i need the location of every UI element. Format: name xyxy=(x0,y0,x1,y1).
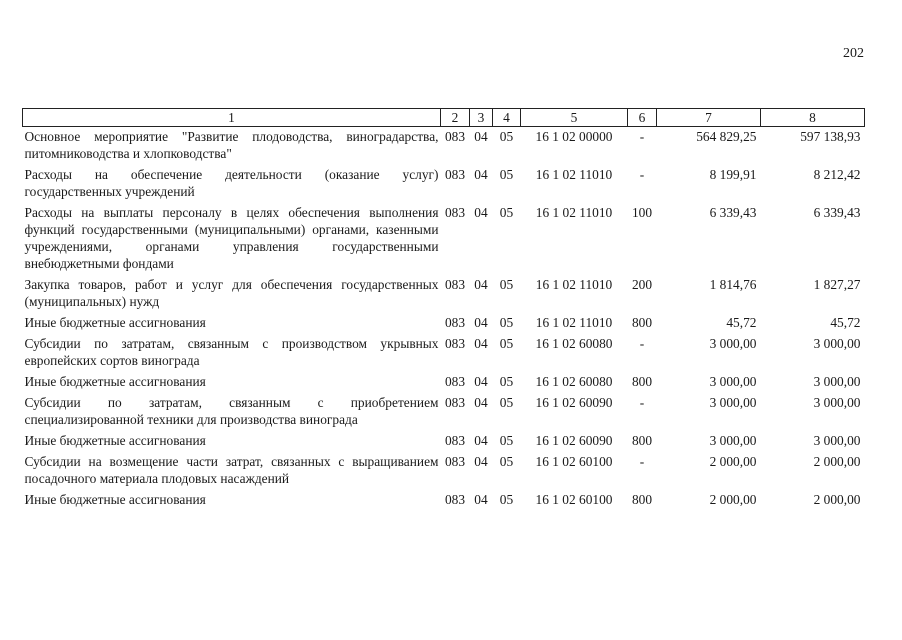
subsection-code: 05 xyxy=(499,374,514,389)
target-article-code: 16 1 02 60100 xyxy=(535,454,613,469)
amount-col-8: 8 212,42 xyxy=(813,167,861,182)
table-row xyxy=(23,453,865,491)
amount-col-8: 3 000,00 xyxy=(813,336,861,351)
section-code: 04 xyxy=(474,454,488,469)
item-name: Иные бюджетные ассигнования xyxy=(24,315,206,330)
section-code: 04 xyxy=(474,374,488,389)
amount-col-7: 564 829,25 xyxy=(696,129,757,144)
ministry-code: 083 xyxy=(444,374,466,389)
column-header: 7 xyxy=(657,109,761,127)
ministry-code: 083 xyxy=(444,395,466,410)
expense-type-code: - xyxy=(639,336,645,351)
column-header: 1 xyxy=(23,109,441,127)
amount-col-7: 3 000,00 xyxy=(709,336,757,351)
amount-col-8: 2 000,00 xyxy=(813,454,861,469)
subsection-code: 05 xyxy=(499,129,514,144)
expense-type-code: - xyxy=(639,395,645,410)
amount-col-8: 6 339,43 xyxy=(813,205,861,220)
target-article-code: 16 1 02 11010 xyxy=(535,205,613,220)
amount-col-8: 45,72 xyxy=(830,315,861,330)
target-article-code: 16 1 02 60100 xyxy=(535,492,613,507)
target-article-code: 16 1 02 11010 xyxy=(535,167,613,182)
ministry-code: 083 xyxy=(444,167,466,182)
section-code: 04 xyxy=(474,433,488,448)
budget-table xyxy=(22,108,865,512)
item-name: Основное мероприятие "Развитие плодоводства, виноградарства, питомниководства и хлопководства" xyxy=(24,129,439,161)
expense-type-code: 800 xyxy=(631,374,653,389)
amount-col-8: 2 000,00 xyxy=(813,492,861,507)
table-row xyxy=(23,373,865,394)
subsection-code: 05 xyxy=(499,395,514,410)
ministry-code: 083 xyxy=(444,492,466,507)
target-article-code: 16 1 02 11010 xyxy=(535,277,613,292)
item-name: Субсидии на возмещение части затрат, связанных с выращиванием посадочного материала плодовых насаждений xyxy=(24,454,439,486)
table-row xyxy=(23,432,865,453)
amount-col-7: 6 339,43 xyxy=(709,205,757,220)
amount-col-8: 597 138,93 xyxy=(800,129,861,144)
subsection-code: 05 xyxy=(499,315,514,330)
amount-col-7: 3 000,00 xyxy=(709,433,757,448)
target-article-code: 16 1 02 60080 xyxy=(535,374,613,389)
table-body xyxy=(23,127,865,513)
expense-type-code: 100 xyxy=(631,205,653,220)
section-code: 04 xyxy=(474,492,488,507)
table-row xyxy=(23,314,865,335)
amount-col-7: 8 199,91 xyxy=(709,167,757,182)
subsection-code: 05 xyxy=(499,205,514,220)
item-name: Иные бюджетные ассигнования xyxy=(24,374,206,389)
column-header: 8 xyxy=(761,109,865,127)
item-name: Иные бюджетные ассигнования xyxy=(24,433,206,448)
amount-col-8: 3 000,00 xyxy=(813,433,861,448)
amount-col-7: 3 000,00 xyxy=(709,374,757,389)
column-header: 4 xyxy=(493,109,521,127)
section-code: 04 xyxy=(474,315,488,330)
table-row xyxy=(23,335,865,373)
expense-type-code: - xyxy=(639,129,645,144)
amount-col-8: 1 827,27 xyxy=(813,277,861,292)
column-header: 5 xyxy=(521,109,628,127)
expense-type-code: 800 xyxy=(631,315,653,330)
section-code: 04 xyxy=(474,129,488,144)
section-code: 04 xyxy=(474,395,488,410)
expense-type-code: 800 xyxy=(631,492,653,507)
ministry-code: 083 xyxy=(444,277,466,292)
ministry-code: 083 xyxy=(444,336,466,351)
item-name: Расходы на выплаты персоналу в целях обеспечения выполнения функций государственными (муниципальными) органами, казенными учреждениями, органами управления государственными внебюджетными фондами xyxy=(24,205,439,271)
target-article-code: 16 1 02 00000 xyxy=(535,129,613,144)
item-name: Субсидии по затратам, связанным с приобретением специализированной техники для производства винограда xyxy=(24,395,439,427)
ministry-code: 083 xyxy=(444,205,466,220)
expense-type-code: - xyxy=(639,454,645,469)
column-header: 3 xyxy=(470,109,493,127)
expense-type-code: - xyxy=(639,167,645,182)
item-name: Субсидии по затратам, связанным с производством укрывных европейских сортов винограда xyxy=(24,336,439,368)
column-header: 2 xyxy=(441,109,470,127)
expense-type-code: 800 xyxy=(631,433,653,448)
target-article-code: 16 1 02 60090 xyxy=(535,433,613,448)
expense-type-code: 200 xyxy=(631,277,653,292)
page-number: 202 xyxy=(843,46,864,61)
amount-col-8: 3 000,00 xyxy=(813,374,861,389)
amount-col-7: 45,72 xyxy=(726,315,757,330)
amount-col-7: 1 814,76 xyxy=(709,277,757,292)
ministry-code: 083 xyxy=(444,315,466,330)
target-article-code: 16 1 02 60080 xyxy=(535,336,613,351)
target-article-code: 16 1 02 11010 xyxy=(535,315,613,330)
subsection-code: 05 xyxy=(499,433,514,448)
amount-col-8: 3 000,00 xyxy=(813,395,861,410)
table-row xyxy=(23,204,865,276)
amount-col-7: 2 000,00 xyxy=(709,454,757,469)
item-name: Расходы на обеспечение деятельности (оказание услуг) государственных учреждений xyxy=(24,167,439,199)
ministry-code: 083 xyxy=(444,433,466,448)
section-code: 04 xyxy=(474,336,488,351)
table-row xyxy=(23,276,865,314)
section-code: 04 xyxy=(474,167,488,182)
subsection-code: 05 xyxy=(499,167,514,182)
ministry-code: 083 xyxy=(444,129,466,144)
table-header-row xyxy=(23,109,865,127)
table-row xyxy=(23,394,865,432)
ministry-code: 083 xyxy=(444,454,466,469)
subsection-code: 05 xyxy=(499,492,514,507)
table-row xyxy=(23,491,865,512)
table-row xyxy=(23,127,865,167)
column-header: 6 xyxy=(628,109,657,127)
amount-col-7: 3 000,00 xyxy=(709,395,757,410)
table-row xyxy=(23,166,865,204)
item-name: Закупка товаров, работ и услуг для обеспечения государственных (муниципальных) нужд xyxy=(24,277,439,309)
target-article-code: 16 1 02 60090 xyxy=(535,395,613,410)
subsection-code: 05 xyxy=(499,277,514,292)
section-code: 04 xyxy=(474,205,488,220)
subsection-code: 05 xyxy=(499,336,514,351)
item-name: Иные бюджетные ассигнования xyxy=(24,492,206,507)
amount-col-7: 2 000,00 xyxy=(709,492,757,507)
section-code: 04 xyxy=(474,277,488,292)
subsection-code: 05 xyxy=(499,454,514,469)
